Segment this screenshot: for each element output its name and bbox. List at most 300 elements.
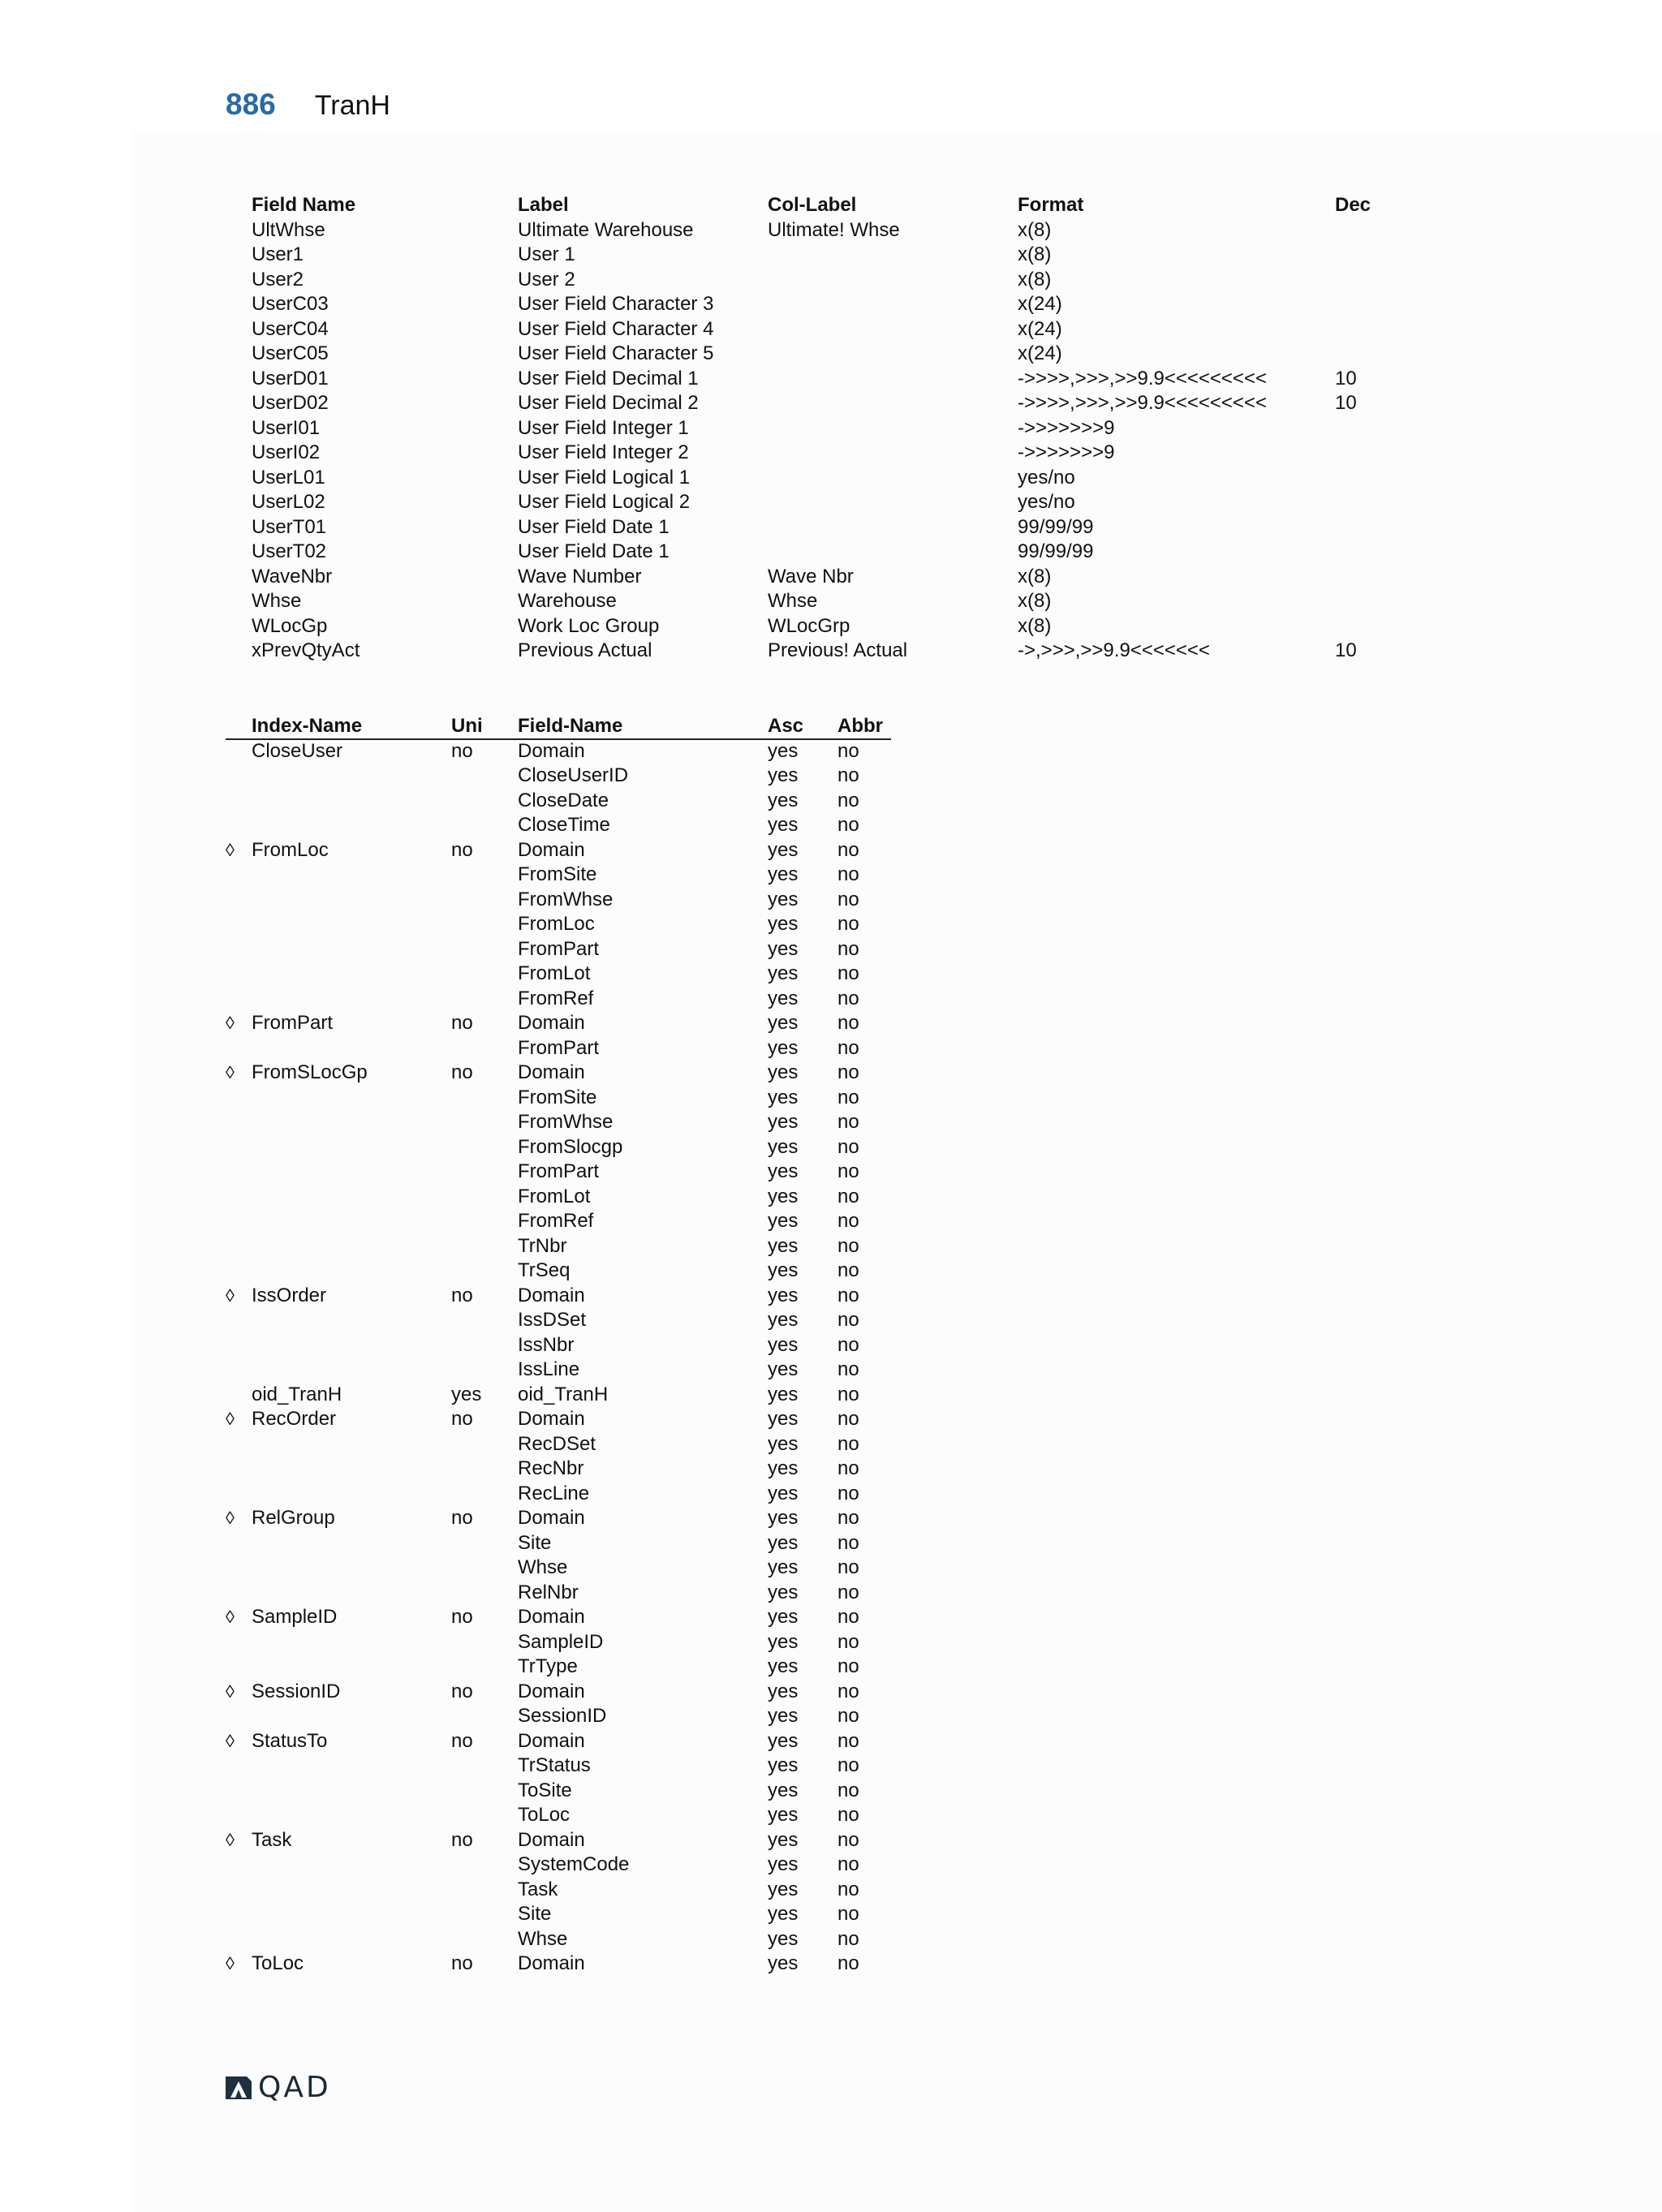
field-label: User 2 <box>518 268 575 290</box>
field-format: 99/99/99 <box>1018 540 1094 562</box>
field-name: UserT01 <box>252 515 327 538</box>
index-abbr: no <box>837 1903 859 1925</box>
field-name: UserC04 <box>252 317 329 340</box>
index-name: RecOrder <box>252 1408 337 1430</box>
field-name: User2 <box>252 268 304 290</box>
index-unique: no <box>451 838 473 861</box>
index-field-name: Whse <box>518 1556 568 1578</box>
index-abbr: no <box>837 1482 859 1504</box>
index-row <box>226 1902 891 1927</box>
index-field-name: CloseDate <box>518 789 609 811</box>
lozenge-icon: ◊ <box>226 1953 235 1973</box>
index-asc: yes <box>768 1185 799 1207</box>
field-label: User Field Decimal 2 <box>518 392 699 414</box>
lozenge-icon: ◊ <box>226 1062 235 1082</box>
index-field-name: RecDSet <box>518 1432 596 1455</box>
page-number: 886 <box>226 88 276 121</box>
index-row <box>226 1333 891 1358</box>
index-abbr: no <box>837 1531 859 1554</box>
index-abbr: no <box>837 962 859 984</box>
index-row <box>226 1457 891 1482</box>
index-field-name: FromRef <box>518 1210 594 1232</box>
index-name: ToLoc <box>252 1952 304 1974</box>
index-abbr: no <box>837 1705 859 1727</box>
index-asc: yes <box>768 937 799 960</box>
index-abbr: no <box>837 838 859 861</box>
index-row <box>226 1828 891 1853</box>
index-field-name: Domain <box>518 1507 585 1529</box>
index-asc: yes <box>768 1234 799 1257</box>
field-format: yes/no <box>1018 466 1075 488</box>
field-dec: 10 <box>1335 367 1357 389</box>
index-abbr: no <box>837 863 859 885</box>
page-header <box>226 88 390 128</box>
field-row <box>226 565 1410 590</box>
index-abbr: no <box>837 1358 859 1380</box>
field-row <box>226 515 1410 540</box>
field-format: ->>>>,>>>,>>9.9<<<<<<<<< <box>1018 392 1267 414</box>
index-row <box>226 1729 891 1754</box>
index-row <box>226 1407 891 1432</box>
index-field-name: IssNbr <box>518 1333 575 1356</box>
field-format: ->>>>>>>9 <box>1018 441 1115 463</box>
field-row <box>226 540 1410 565</box>
field-row <box>226 441 1410 466</box>
index-asc: yes <box>768 1779 799 1801</box>
index-row <box>226 1358 891 1383</box>
field-label: User Field Character 4 <box>518 317 714 340</box>
index-field-name: Domain <box>518 1012 585 1034</box>
index-asc: yes <box>768 1135 799 1158</box>
index-asc: yes <box>768 1309 799 1331</box>
index-unique: no <box>451 1952 473 1974</box>
index-row <box>226 1284 891 1309</box>
index-unique: no <box>451 1606 473 1628</box>
field-row <box>226 292 1410 317</box>
lozenge-icon: ◊ <box>226 1013 235 1033</box>
index-asc: yes <box>768 1853 799 1875</box>
index-asc: yes <box>768 1482 799 1504</box>
index-row <box>226 764 891 789</box>
index-asc: yes <box>768 888 799 910</box>
field-format: x(24) <box>1018 293 1062 315</box>
index-row <box>226 1061 891 1086</box>
index-asc: yes <box>768 1507 799 1529</box>
field-label: User Field Logical 1 <box>518 466 691 488</box>
field-name: UserD01 <box>252 367 329 389</box>
header-abbr: Abbr <box>837 715 883 737</box>
field-name: UserD02 <box>252 392 329 414</box>
field-dec: 10 <box>1335 392 1357 414</box>
header-field-name: Field-Name <box>518 715 623 737</box>
index-row <box>226 863 891 888</box>
lozenge-icon: ◊ <box>226 1285 235 1306</box>
index-row <box>226 1482 891 1507</box>
index-abbr: no <box>837 1061 859 1083</box>
index-field-name: FromSlocgp <box>518 1135 623 1158</box>
index-table <box>226 714 891 1977</box>
index-abbr: no <box>837 1012 859 1034</box>
index-asc: yes <box>768 1556 799 1578</box>
index-abbr: no <box>837 764 859 786</box>
index-row <box>226 1878 891 1903</box>
index-unique: no <box>451 1828 473 1851</box>
field-col-label: Wave Nbr <box>768 565 854 587</box>
index-name: oid_TranH <box>252 1383 342 1405</box>
page-title: TranH <box>314 90 390 121</box>
index-abbr: no <box>837 1383 859 1405</box>
field-name: UserC05 <box>252 342 329 364</box>
field-name: Whse <box>252 590 302 612</box>
index-field-name: SystemCode <box>518 1853 630 1875</box>
index-row <box>226 1259 891 1284</box>
index-name: FromLoc <box>252 838 329 861</box>
index-row <box>226 1531 891 1556</box>
index-field-name: IssLine <box>518 1358 580 1380</box>
field-name: WaveNbr <box>252 565 333 587</box>
field-label: Previous Actual <box>518 639 652 661</box>
index-row <box>226 1803 891 1828</box>
index-abbr: no <box>837 913 859 935</box>
field-name: WLocGp <box>252 614 328 637</box>
index-row <box>226 1432 891 1457</box>
index-asc: yes <box>768 814 799 836</box>
index-row <box>226 912 891 937</box>
index-row <box>226 1754 891 1779</box>
index-row <box>226 1234 891 1259</box>
index-row <box>226 1209 891 1234</box>
field-name: UserT02 <box>252 540 327 562</box>
field-format: x(8) <box>1018 218 1052 241</box>
lozenge-icon: ◊ <box>226 1508 235 1528</box>
index-unique: no <box>451 739 473 762</box>
index-abbr: no <box>837 1828 859 1851</box>
field-name: UserL02 <box>252 491 325 513</box>
index-field-name: IssDSet <box>518 1309 587 1331</box>
field-label: User Field Integer 1 <box>518 416 689 439</box>
index-asc: yes <box>768 1680 799 1702</box>
field-label: User Field Date 1 <box>518 540 670 562</box>
index-abbr: no <box>837 1804 859 1826</box>
field-name: UltWhse <box>252 218 325 241</box>
index-abbr: no <box>837 1630 859 1653</box>
index-abbr: no <box>837 1111 859 1133</box>
index-row <box>226 1630 891 1655</box>
index-row <box>226 1779 891 1804</box>
field-format: 99/99/99 <box>1018 515 1094 538</box>
header-dec: Dec <box>1335 194 1371 216</box>
index-name: CloseUser <box>252 739 343 762</box>
index-asc: yes <box>768 1952 799 1974</box>
field-format: x(24) <box>1018 342 1062 364</box>
field-row <box>226 218 1410 243</box>
index-field-name: Site <box>518 1531 552 1554</box>
index-field-name: TrNbr <box>518 1234 567 1257</box>
field-format: x(8) <box>1018 243 1052 265</box>
qad-logo <box>224 2071 331 2104</box>
index-row <box>226 937 891 962</box>
field-col-label: Previous! Actual <box>768 639 908 661</box>
field-name: xPrevQtyAct <box>252 639 360 661</box>
index-field-name: Task <box>518 1878 558 1900</box>
index-field-name: Domain <box>518 1828 585 1851</box>
field-label: User Field Integer 2 <box>518 441 689 463</box>
field-label: Warehouse <box>518 590 617 612</box>
field-row <box>226 466 1410 491</box>
index-asc: yes <box>768 739 799 762</box>
index-asc: yes <box>768 1259 799 1281</box>
index-row <box>226 838 891 863</box>
logo-text: QAD <box>258 2071 331 2104</box>
index-row <box>226 1655 891 1680</box>
index-field-name: Domain <box>518 1952 585 1974</box>
index-field-name: oid_TranH <box>518 1383 609 1405</box>
index-asc: yes <box>768 1729 799 1752</box>
index-asc: yes <box>768 1012 799 1034</box>
index-abbr: no <box>837 1333 859 1356</box>
field-row <box>226 243 1410 268</box>
index-abbr: no <box>837 789 859 811</box>
header-asc: Asc <box>768 715 804 737</box>
index-abbr: no <box>837 1952 859 1974</box>
field-row <box>226 614 1410 639</box>
index-asc: yes <box>768 1630 799 1653</box>
index-asc: yes <box>768 1086 799 1108</box>
field-col-label: Whse <box>768 590 818 612</box>
index-field-name: FromSite <box>518 863 597 885</box>
header-index-name: Index-Name <box>252 715 363 737</box>
index-row <box>226 813 891 838</box>
index-asc: yes <box>768 1432 799 1455</box>
field-row <box>226 342 1410 367</box>
index-asc: yes <box>768 1828 799 1851</box>
field-col-label: Ultimate! Whse <box>768 218 900 241</box>
field-row <box>226 416 1410 441</box>
index-row <box>226 1556 891 1581</box>
index-field-name: ToSite <box>518 1779 572 1801</box>
index-asc: yes <box>768 1903 799 1925</box>
index-field-name: Domain <box>518 1680 585 1702</box>
index-asc: yes <box>768 1457 799 1479</box>
index-asc: yes <box>768 987 799 1009</box>
field-label: User Field Decimal 1 <box>518 367 699 389</box>
index-field-name: FromSite <box>518 1086 597 1108</box>
header-field-name: Field Name <box>252 194 356 216</box>
index-field-name: FromRef <box>518 987 594 1009</box>
field-dec: 10 <box>1335 639 1357 661</box>
index-asc: yes <box>768 1284 799 1306</box>
lozenge-icon: ◊ <box>226 1409 235 1429</box>
index-unique: no <box>451 1507 473 1529</box>
index-abbr: no <box>837 739 859 762</box>
field-format: ->>>>>>>9 <box>1018 416 1115 439</box>
index-field-name: Domain <box>518 838 585 861</box>
index-asc: yes <box>768 1061 799 1083</box>
index-unique: no <box>451 1061 473 1083</box>
index-field-name: RecLine <box>518 1482 590 1504</box>
index-unique: no <box>451 1284 473 1306</box>
index-abbr: no <box>837 1259 859 1281</box>
index-name: StatusTo <box>252 1729 328 1752</box>
field-name: UserL01 <box>252 466 325 488</box>
index-row <box>226 1927 891 1952</box>
index-abbr: no <box>837 1160 859 1182</box>
index-asc: yes <box>768 1655 799 1677</box>
index-abbr: no <box>837 987 859 1009</box>
index-field-name: Site <box>518 1903 552 1925</box>
field-name: UserI02 <box>252 441 321 463</box>
index-abbr: no <box>837 1853 859 1875</box>
index-row <box>226 1605 891 1630</box>
index-asc: yes <box>768 764 799 786</box>
index-abbr: no <box>837 1036 859 1059</box>
header-label: Label <box>518 194 569 216</box>
index-asc: yes <box>768 1036 799 1059</box>
index-row <box>226 1680 891 1705</box>
field-row <box>226 367 1410 392</box>
header-uni: Uni <box>451 715 483 737</box>
field-col-label: WLocGrp <box>768 614 850 637</box>
index-asc: yes <box>768 1111 799 1133</box>
field-table <box>226 193 1410 664</box>
index-row <box>226 1011 891 1036</box>
field-format: x(8) <box>1018 590 1052 612</box>
index-abbr: no <box>837 937 859 960</box>
index-field-name: FromLot <box>518 962 591 984</box>
index-asc: yes <box>768 1878 799 1900</box>
field-name: UserI01 <box>252 416 321 439</box>
index-row <box>226 1160 891 1185</box>
index-name: SessionID <box>252 1680 341 1702</box>
index-asc: yes <box>768 962 799 984</box>
index-field-name: FromPart <box>518 937 600 960</box>
index-name: SampleID <box>252 1606 338 1628</box>
index-field-name: CloseTime <box>518 814 610 836</box>
index-row <box>226 1383 891 1408</box>
index-asc: yes <box>768 1531 799 1554</box>
index-abbr: no <box>837 1680 859 1702</box>
index-field-name: CloseUserID <box>518 764 629 786</box>
index-field-name: Domain <box>518 1729 585 1752</box>
index-abbr: no <box>837 1234 859 1257</box>
index-asc: yes <box>768 789 799 811</box>
index-asc: yes <box>768 838 799 861</box>
index-asc: yes <box>768 863 799 885</box>
index-field-name: ToLoc <box>518 1804 571 1826</box>
index-abbr: no <box>837 1606 859 1628</box>
field-format: x(8) <box>1018 268 1052 290</box>
lozenge-icon: ◊ <box>226 1681 235 1702</box>
index-abbr: no <box>837 1408 859 1430</box>
index-abbr: no <box>837 1210 859 1232</box>
index-asc: yes <box>768 1581 799 1603</box>
field-format: ->,>>>,>>9.9<<<<<<< <box>1018 639 1210 661</box>
index-abbr: no <box>837 1185 859 1207</box>
index-field-name: Domain <box>518 1408 585 1430</box>
index-field-name: FromPart <box>518 1160 600 1182</box>
field-format: x(8) <box>1018 614 1052 637</box>
index-row <box>226 1185 891 1210</box>
field-format: x(8) <box>1018 565 1052 587</box>
index-asc: yes <box>768 1383 799 1405</box>
field-label: Work Loc Group <box>518 614 660 637</box>
index-field-name: Whse <box>518 1927 568 1950</box>
field-label: Ultimate Warehouse <box>518 218 694 241</box>
index-name: FromPart <box>252 1012 334 1034</box>
index-asc: yes <box>768 1804 799 1826</box>
index-asc: yes <box>768 1927 799 1950</box>
field-format: x(24) <box>1018 317 1062 340</box>
field-row <box>226 639 1410 664</box>
index-asc: yes <box>768 1606 799 1628</box>
index-abbr: no <box>837 1457 859 1479</box>
index-name: Task <box>252 1828 292 1851</box>
index-asc: yes <box>768 1754 799 1776</box>
index-row <box>226 789 891 814</box>
field-format: yes/no <box>1018 491 1075 513</box>
index-unique: no <box>451 1729 473 1752</box>
index-field-name: Domain <box>518 1284 585 1306</box>
index-row <box>226 1704 891 1729</box>
field-row <box>226 589 1410 614</box>
index-row <box>226 1086 891 1111</box>
index-asc: yes <box>768 1333 799 1356</box>
lozenge-icon: ◊ <box>226 1730 235 1751</box>
field-label: Wave Number <box>518 565 642 587</box>
index-abbr: no <box>837 1432 859 1455</box>
header-format: Format <box>1018 194 1084 216</box>
field-label: User Field Character 3 <box>518 293 714 315</box>
index-row <box>226 1110 891 1135</box>
index-abbr: no <box>837 1754 859 1776</box>
index-abbr: no <box>837 1086 859 1108</box>
index-abbr: no <box>837 814 859 836</box>
lozenge-icon: ◊ <box>226 1829 235 1850</box>
index-table-header <box>226 714 891 739</box>
index-field-name: SessionID <box>518 1705 607 1727</box>
index-abbr: no <box>837 1779 859 1801</box>
field-name: UserC03 <box>252 293 329 315</box>
index-asc: yes <box>768 1408 799 1430</box>
index-asc: yes <box>768 1210 799 1232</box>
field-label: User Field Date 1 <box>518 515 670 538</box>
index-row <box>226 987 891 1012</box>
index-field-name: RelNbr <box>518 1581 579 1603</box>
index-row <box>226 1853 891 1878</box>
index-abbr: no <box>837 1556 859 1578</box>
index-name: IssOrder <box>252 1284 327 1306</box>
field-row <box>226 317 1410 342</box>
index-row <box>226 962 891 987</box>
lozenge-icon: ◊ <box>226 1607 235 1627</box>
index-unique: no <box>451 1012 473 1034</box>
index-abbr: no <box>837 1729 859 1752</box>
index-field-name: FromLoc <box>518 913 595 935</box>
index-row <box>226 1581 891 1606</box>
index-abbr: no <box>837 1927 859 1950</box>
index-row <box>226 739 891 764</box>
index-unique: no <box>451 1680 473 1702</box>
index-row <box>226 1135 891 1160</box>
field-label: User Field Character 5 <box>518 342 714 364</box>
index-abbr: no <box>837 1309 859 1331</box>
index-abbr: no <box>837 1878 859 1900</box>
index-field-name: RecNbr <box>518 1457 584 1479</box>
index-field-name: Domain <box>518 739 585 762</box>
index-abbr: no <box>837 1655 859 1677</box>
index-asc: yes <box>768 913 799 935</box>
lozenge-icon: ◊ <box>226 839 235 860</box>
